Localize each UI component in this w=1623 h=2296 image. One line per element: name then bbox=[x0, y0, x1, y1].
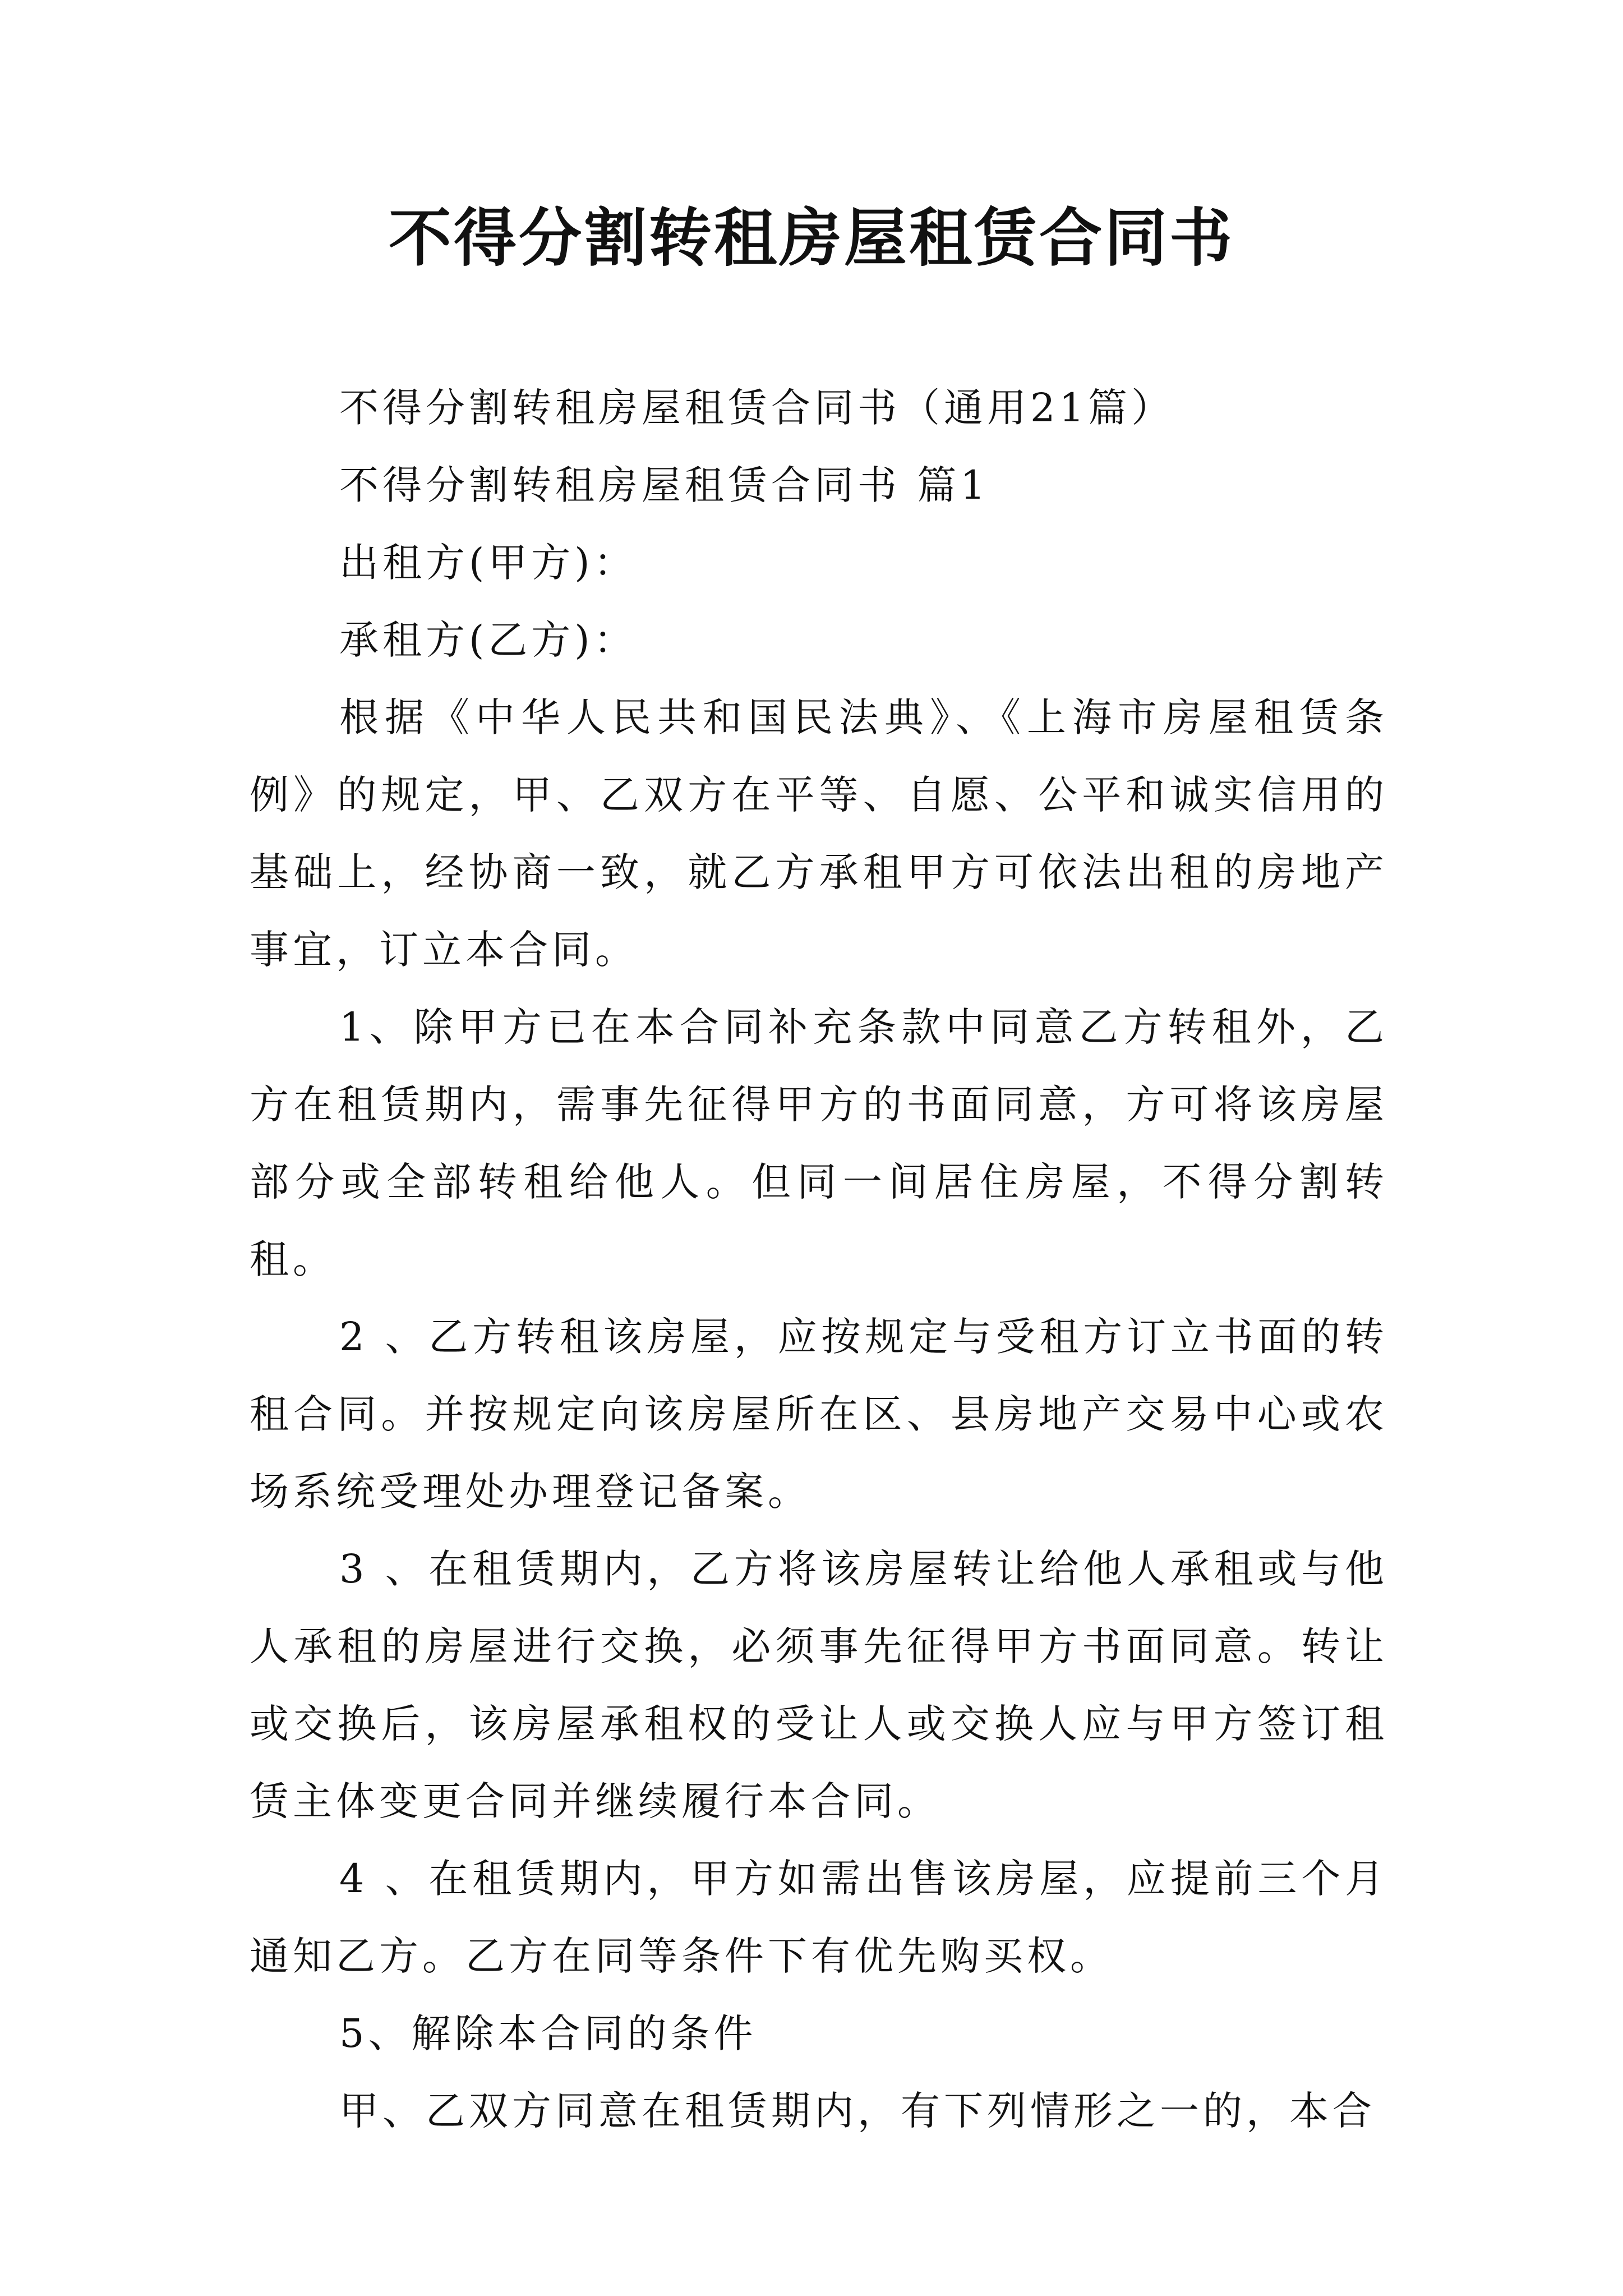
subtitle-line: 不得分割转租房屋租赁合同书（通用21篇） bbox=[339, 385, 1175, 431]
clause-2: 2 、乙方转租该房屋，应按规定与受租方订立书面的转租合同。并按规定向该房屋所在区、县房地产交易中心或农场系统受理处办理登记备案。 bbox=[250, 1314, 1388, 1515]
document-title: 不得分割转租房屋租赁合同书 bbox=[389, 201, 1234, 275]
clause-3: 3 、在租赁期内，乙方将该房屋转让给他人承租或与他人承租的房屋进行交换，必须事先征得甲方书面同意。转让或交换后，该房屋承租权的受让人或交换人应与甲方签订租赁主体变更合同并继续履行本合同。 bbox=[250, 1546, 1388, 1824]
document-body bbox=[250, 369, 1388, 2150]
lessor-line: 出租方(甲方)： bbox=[339, 540, 637, 586]
clause-1: 1、除甲方已在本合同补充条款中同意乙方转租外，乙方在租赁期内，需事先征得甲方的书面同意，方可将该房屋部分或全部转租给他人。但同一间居住房屋，不得分割转租。 bbox=[250, 1004, 1388, 1282]
clause-4: 4 、在租赁期内，甲方如需出售该房屋，应提前三个月通知乙方。乙方在同等条件下有优先购买权。 bbox=[250, 1856, 1388, 1979]
clause-5-text: 甲、乙双方同意在租赁期内，有下列情形之一的，本合 bbox=[339, 2088, 1376, 2134]
preamble-paragraph: 根据《中华人民共和国民法典》、《上海市房屋租赁条例》的规定，甲、乙双方在平等、自愿、公平和诚实信用的基础上，经协商一致，就乙方承租甲方可依法出租的房地产事宜，订立本合同。 bbox=[250, 694, 1388, 973]
section-heading: 不得分割转租房屋租赁合同书 篇1 bbox=[339, 462, 989, 508]
clause-5-heading: 5、解除本合同的条件 bbox=[339, 2010, 757, 2056]
lessee-line: 承租方(乙方)： bbox=[339, 617, 637, 663]
